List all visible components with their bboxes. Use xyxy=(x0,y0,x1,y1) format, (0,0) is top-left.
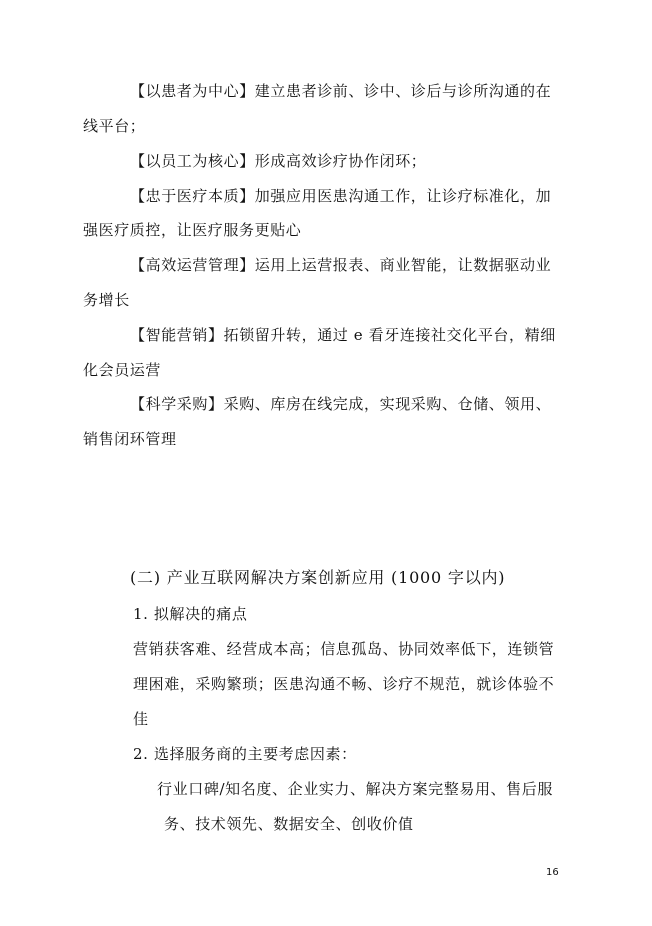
paragraph-medical-essence-line1: 【忠于医疗本质】加强应用医患沟通工作，让诊疗标准化，加 xyxy=(130,187,552,205)
paragraph-procurement-line2: 销售闭环管理 xyxy=(83,430,177,448)
paragraph-operations-line1: 【高效运营管理】运用上运营报表、商业智能，让数据驱动业 xyxy=(130,256,552,274)
item2-body-line2: 务、技术领先、数据安全、创收价值 xyxy=(164,815,414,833)
item1-body-line2: 理困难，采购繁琐；医患沟通不畅、诊疗不规范，就诊体验不 xyxy=(133,675,555,693)
paragraph-medical-essence-line2: 强医疗质控，让医疗服务更贴心 xyxy=(83,221,302,239)
section-title: (二) 产业互联网解决方案创新应用 (1000 字以内) xyxy=(130,568,506,587)
item2-heading: 2. 选择服务商的主要考虑因素： xyxy=(133,745,357,763)
item1-body-line3: 佳 xyxy=(133,710,149,728)
item2-body-line1: 行业口碑/知名度、企业实力、解决方案完整易用、售后服 xyxy=(157,780,553,798)
paragraph-operations-line2: 务增长 xyxy=(83,291,130,309)
page-number: 16 xyxy=(546,867,559,878)
paragraph-procurement-line1: 【科学采购】采购、库房在线完成，实现采购、仓储、领用、 xyxy=(130,395,552,413)
paragraph-marketing-line1: 【智能营销】拓锁留升转，通过 e 看牙连接社交化平台，精细 xyxy=(130,326,556,344)
paragraph-patient-center-line2: 线平台； xyxy=(83,117,146,135)
item1-body-line1: 营销获客难、经营成本高；信息孤岛、协同效率低下，连锁管 xyxy=(133,640,555,658)
paragraph-marketing-line2: 化会员运营 xyxy=(83,361,162,379)
paragraph-patient-center-line1: 【以患者为中心】建立患者诊前、诊中、诊后与诊所沟通的在 xyxy=(130,82,552,100)
paragraph-employee-core: 【以员工为核心】形成高效诊疗协作闭环； xyxy=(130,152,427,170)
item1-heading: 1. 拟解决的痛点 xyxy=(133,605,248,623)
